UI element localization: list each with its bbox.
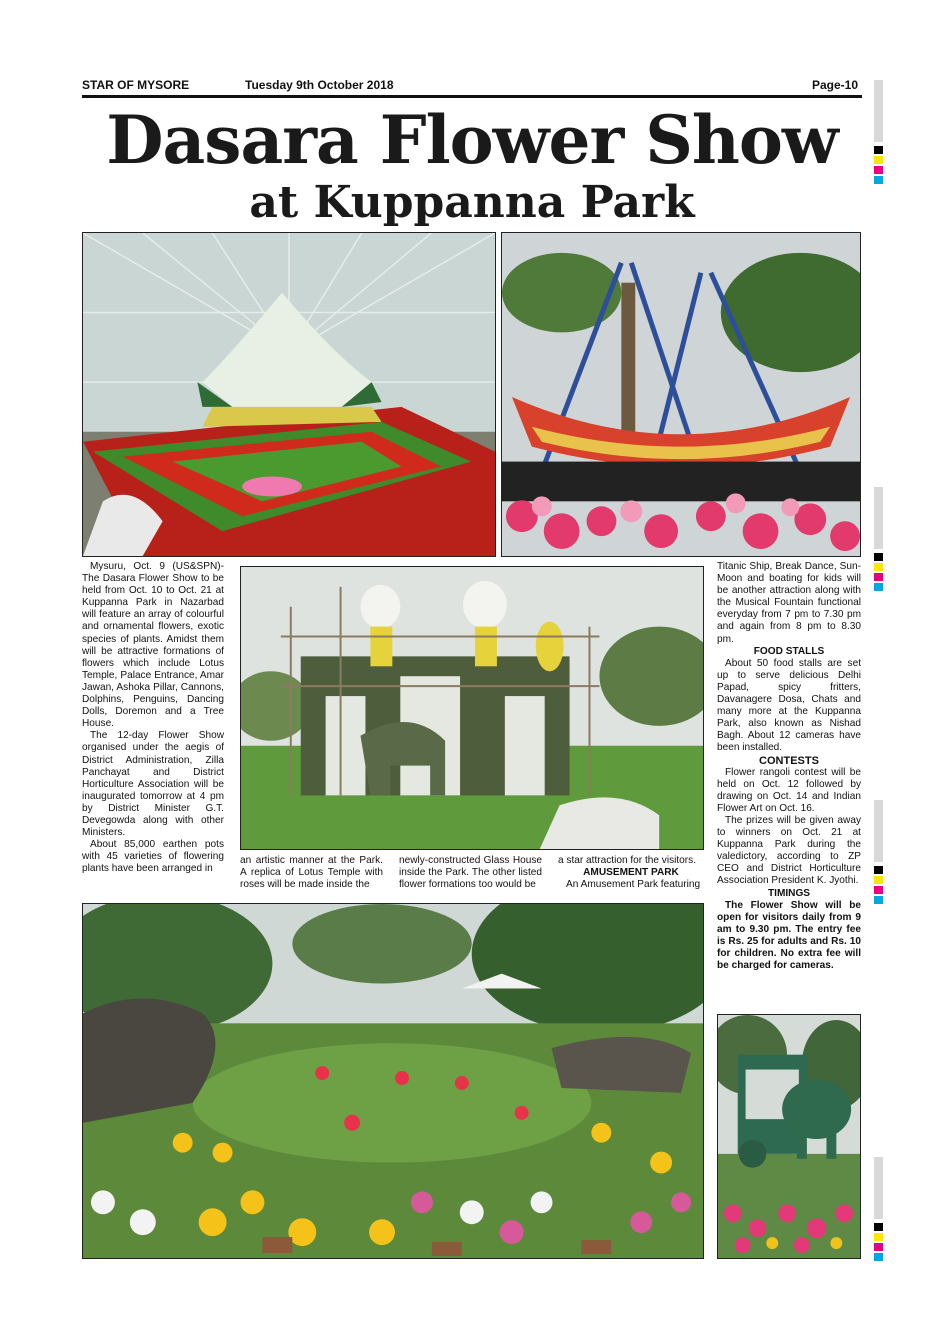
article-col2-text: an artistic manner at the Park. A replica of Lotus Temple with roses will be made inside the [240,855,383,891]
article-timings-para: The Flower Show will be open for visitors daily from 9 am to 9.30 pm. The entry fee is Rs. 25 for adults and Rs. 10 for children. No extra fee will be charged for cameras. [717,899,861,972]
registration-swatch-magenta [874,166,883,174]
photo-palace-entrance [240,566,704,850]
print-bar [874,1157,883,1219]
print-bar [874,487,883,549]
registration-swatch-magenta [874,886,883,894]
article-col3-text: newly-constructed Glass House inside the Park. The other listed flower formations too would be [399,855,542,891]
photo-pirate-ship-ride [501,232,861,557]
heading-amusement-park: AMUSEMENT PARK [583,867,679,879]
article-column-2 [240,855,383,891]
registration-swatch-cyan [874,1253,883,1261]
article-col4-para: An Amusement Park featuring [566,879,701,891]
heading-timings: TIMINGS [767,887,811,899]
photo-lotus-temple [82,232,496,557]
registration-swatch-black [874,146,883,154]
registration-swatch-cyan [874,176,883,184]
article-para-2: The 12-day Flower Show organised under the aegis of District Administration, Zilla Panchayat and District Horticulture Association will be inaugurated tomorrow at 4 pm by District Minister G.T. Devegowda along with other Ministers. [82,730,224,839]
article-col4-text: a star attraction for the visitors. [558,855,697,866]
article-para-1: Mysuru, Oct. 9 (US&SPN)- The Dasara Flower Show to be held from Oct. 10 to Oct. 21 at Kuppanna Park in Nazarbad will feature an array of colourful and ornamental flowers, exotic species of plants. Amidst them will be attractive formations of flowers which include Lotus Temple, Palace Entrance, Amar Jawan, Ashoka Pillar, Cannons, Dolphins, Penguins, Dancing Dolls, Doremon and a Tree House. [82,561,224,730]
registration-swatch-black [874,1223,883,1231]
registration-swatch-yellow [874,563,883,571]
print-bar [874,800,883,862]
photo-elephant-cart [717,1014,861,1259]
article-column-4 [558,855,704,891]
article-column-1 [82,561,224,875]
registration-swatch-cyan [874,896,883,904]
print-bar [874,80,883,142]
article-para-3: About 85,000 earthen pots with 45 varieties of flowering plants have been arranged in [82,839,224,875]
article-column-3 [399,855,542,891]
registration-swatch-yellow [874,1233,883,1241]
photo-garden-sculptures [82,903,704,1259]
registration-swatch-magenta [874,1243,883,1251]
registration-swatch-yellow [874,156,883,164]
heading-contests: CONTESTS [759,754,819,767]
article-contests-para-1: Flower rangoli contest will be held on Oct. 12 followed by drawing on Oct. 14 and Indian Flower Art on Oct. 16. [717,766,861,814]
heading-food-stalls: FOOD STALLS [753,645,825,657]
masthead-rule [82,95,862,98]
headline-sub: at Kuppanna Park [249,177,695,228]
registration-swatch-black [874,866,883,874]
article-col5-intro: Titanic Ship, Break Dance, Sun-Moon and boating for kids will be another attraction along with the Musical Fountain functional everyday from 7 pm to 7.30 pm and again from 8 pm to 8.30 pm. [717,561,861,645]
article-food-para: About 50 food stalls are set up to serve delicious Delhi Papad, spicy fritters, Davanagere Dosa, Chats and many more at the Kuppanna Park, also known as Nishad Bagh. About 12 cameras have been installed. [717,657,861,754]
paper-name: STAR OF MYSORE [82,78,190,92]
article-column-5 [717,561,861,972]
registration-swatch-yellow [874,876,883,884]
page-number: Page-10 [812,78,859,92]
registration-swatch-cyan [874,583,883,591]
registration-swatch-magenta [874,573,883,581]
issue-date: Tuesday 9th October 2018 [245,78,394,92]
registration-swatch-black [874,553,883,561]
headline-main: Dasara Flower Show [106,101,838,179]
article-contests-para-2: The prizes will be given away to winners on Oct. 21 at Kuppanna Park during the valedictory, according to ZP CEO and District Horticulture Association President K. Jyothi. [717,814,861,887]
